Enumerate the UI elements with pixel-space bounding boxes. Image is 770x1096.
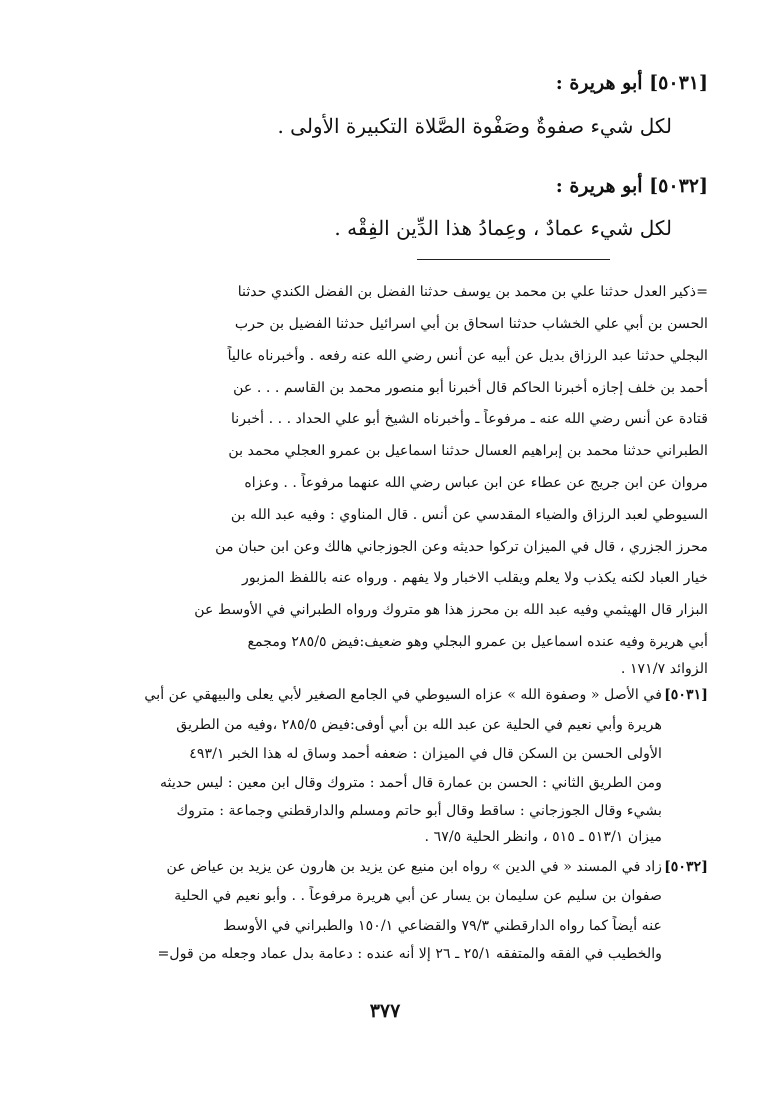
footnote-line: محرز الجزري ، قال في الميزان تركوا حديثه وعن الجوزجاني هالك وعن ابن حبان من <box>215 539 708 555</box>
footnote-line: الأولى الحسن بن السكن قال في الميزان : ضعفه أحمد وساق له هذا الخبر ٤٩٣/١ <box>189 746 662 762</box>
footnote-number: [٥٠٣٢] <box>664 859 708 875</box>
footnote-line: البزار قال الهيثمي وفيه عبد الله بن محرز هذا هو متروك ورواه الطبراني في الأوسط عن <box>194 602 708 618</box>
footnote-line: في الأصل « وصفوة الله » عزاه السيوطي في الجامع الصغير لأبي يعلى والبيهقي عن أبي <box>144 687 662 703</box>
entry-5032-heading: [٥٠٣٢] أبو هريرة : <box>555 175 708 197</box>
footnote-line: =ذكير العدل حدثنا علي بن محمد بن يوسف حدثنا الفضل بن الفضل الكندي حدثنا <box>237 284 708 300</box>
footnote-line: الطبراني حدثنا محمد بن إبراهيم العسال حدثنا اسماعيل بن عمرو العجلي محمد بن <box>228 443 708 459</box>
footnote-line: أحمد بن خلف إجازه أخبرنا الحاكم قال أخبرنا أبو منصور محمد بن القاسم . . . عن <box>233 380 708 396</box>
footnote-line: البجلي حدثنا عبد الرزاق بديل عن أبيه عن أنس رضي الله عنه رفعه . وأخبرناه عالياً <box>227 348 708 364</box>
footnote-line: قتادة عن أنس رضي الله عنه ـ مرفوعاً ـ وأخبرناه الشيخ أبو علي الحداد . . . أخبرنا <box>230 411 708 427</box>
footnote-line: الزوائد ١٧١/٧ . <box>620 661 708 677</box>
entry-5031-heading: [٥٠٣١] أبو هريرة : <box>555 72 708 94</box>
footnote-separator <box>417 259 610 260</box>
footnote-line: ميزان ٥١٣/١ ـ ٥١٥ ، وانظر الحلية ٦٧/٥ . <box>424 829 662 845</box>
footnote-line: الحسن بن أبي علي الخشاب حدثنا اسحاق بن أبي اسرائيل حدثنا الفضيل بن حرب <box>234 316 708 332</box>
entry-5031-text: لكل شيء صفوةٌ وصَفْوة الصَّلاة التكبيرة الأولى . <box>277 114 672 138</box>
footnote-line: عنه أيضاً كما رواه الدارقطني ٧٩/٣ والقضاعي ١٥٠/١ والطبراني في الأوسط <box>223 918 662 934</box>
footnote-number: [٥٠٣١] <box>664 687 708 703</box>
footnote-line: أبي هريرة وفيه عنده اسماعيل بن عمرو البجلي وهو ضعيف:فيض ٢٨٥/٥ ومجمع <box>247 634 708 650</box>
page-number: ٣٧٧ <box>369 1000 401 1022</box>
footnote-line: صفوان بن سليم عن سليمان بن يسار عن أبي هريرة مرفوعاً . . وأبو نعيم في الحلية <box>174 888 662 904</box>
footnote-line: زاد في المسند « في الدين » رواه ابن منيع عن يزيد بن هارون عن يزيد بن عياض عن <box>166 859 662 875</box>
footnote-line: هريرة وأبي نعيم في الحلية عن عبد الله بن أبي أوفى:فيض ٢٨٥/٥ ،وفيه من الطريق <box>176 717 662 733</box>
footnote-line: خيار العباد لكنه يكذب ولا يعلم ويقلب الاخبار ولا يفهم . ورواه عنه باللفظ المزبور <box>242 570 708 586</box>
footnote-line: ومن الطريق الثاني : الحسن بن عمارة قال أحمد : متروك وقال ابن معين : ليس حديثه <box>159 775 662 791</box>
footnote-line: السيوطي لعبد الرزاق والضياء المقدسي عن أنس . قال المناوي : وفيه عبد الله بن <box>230 507 708 523</box>
footnote-line: مروان عن ابن جريج عن عطاء عن ابن عباس رضي الله عنهما مرفوعاً . . وعزاه <box>244 475 708 491</box>
footnote-line: والخطيب في الفقه والمتفقه ٢٥/١ ـ ٢٦ إلا أنه عنده : دعامة بدل عماد وجعله من قول= <box>157 946 662 962</box>
footnote-line: بشيء وقال الجوزجاني : ساقط وقال أبو حاتم ومسلم والدارقطني وجماعة : متروك <box>176 803 662 819</box>
entry-5032-text: لكل شيء عمادٌ ، وعِمادُ هذا الدِّين الفِقْه . <box>334 216 672 240</box>
